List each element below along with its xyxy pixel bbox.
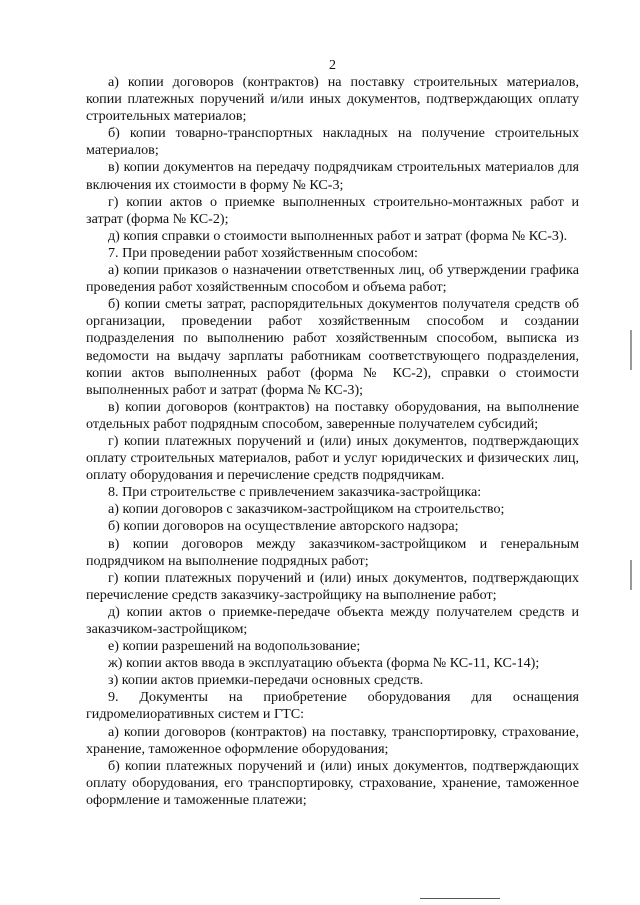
paragraph: а) копии договоров с заказчиком-застройщиком на строительство; <box>108 501 505 518</box>
paragraph: 8. При строительстве с привлечением заказчика-застройщика: <box>108 484 482 501</box>
paragraph: г) копии платежных поручений и (или) иных документов, подтверждающих перечисление средств заказчику-застройщику на выполнение работ; <box>86 569 579 603</box>
scan-artifact <box>630 560 632 590</box>
scan-artifact <box>630 330 632 370</box>
paragraph: б) копии договоров на осуществление авторского надзора; <box>108 518 459 535</box>
document-page <box>86 58 579 809</box>
paragraph: г) копии актов о приемке выполненных строительно-монтажных работ и затрат (форма № КС-2); <box>86 193 579 227</box>
paragraph: в) копии договоров между заказчиком-застройщиком и генеральным подрядчиком на выполнение подрядных работ; <box>86 535 579 569</box>
paragraph: д) копия справки о стоимости выполненных работ и затрат (форма № КС-3). <box>108 227 568 244</box>
paragraph: е) копии разрешений на водопользование; <box>108 638 361 655</box>
paragraph: а) копии договоров (контрактов) на поставку строительных материалов, копии платежных поручений и/или иных документов, подтверждающих оплату строительных материалов; <box>86 74 579 125</box>
page-number: 2 <box>329 58 336 73</box>
paragraph: 9. Документы на приобретение оборудования для оснащения гидромелиоративных систем и ГТС: <box>86 689 579 723</box>
paragraph: б) копии товарно-транспортных накладных на получение строительных материалов; <box>86 125 579 159</box>
paragraph: г) копии платежных поручений и (или) иных документов, подтверждающих оплату строительных материалов, работ и услуг юридических и физических лиц, оплату оборудования и перечисление средств подрядчикам. <box>86 432 579 484</box>
paragraph: 7. При проведении работ хозяйственным способом: <box>108 244 418 261</box>
paragraph: б) копии платежных поручений и (или) иных документов, подтверждающих оплату оборудования, его транспортировку, страхование, хранение, таможенное оформление и таможенные платежи; <box>86 757 579 808</box>
paragraph: з) копии актов приемки-передачи основных средств. <box>108 672 424 689</box>
paragraph: а) копии договоров (контрактов) на поставку, транспортировку, страхование, хранение, таможенное оформление оборудования; <box>86 723 579 757</box>
paragraph: ж) копии актов ввода в эксплуатацию объекта (форма № КС-11, КС-14); <box>108 655 540 672</box>
paragraph: а) копии приказов о назначении ответственных лиц, об утверждении графика проведения работ хозяйственным способом и объема работ; <box>86 262 579 296</box>
document-body <box>86 74 579 809</box>
paragraph: д) копии актов о приемке-передаче объекта между получателем средств и заказчиком-застройщиком; <box>86 603 579 637</box>
paragraph: б) копии сметы затрат, распорядительных документов получателя средств об организации, проведении работ хозяйственным способом и создании подразделения по выполнению работ хозяйственным способом, выписка из ведомости на выдачу зарплаты работникам соответствующего подразделения, копии актов выполненных работ (форма № КС-2), справки о стоимости выполненных работ и затрат (форма № КС-3); <box>86 296 579 398</box>
paragraph: в) копии документов на передачу подрядчикам строительных материалов для включения их стоимости в форму № КС-3; <box>86 159 579 193</box>
paragraph: в) копии договоров (контрактов) на поставку оборудования, на выполнение отдельных работ подрядным способом, заверенные получателем субсидий; <box>86 398 579 432</box>
scan-edge-line <box>420 898 500 899</box>
